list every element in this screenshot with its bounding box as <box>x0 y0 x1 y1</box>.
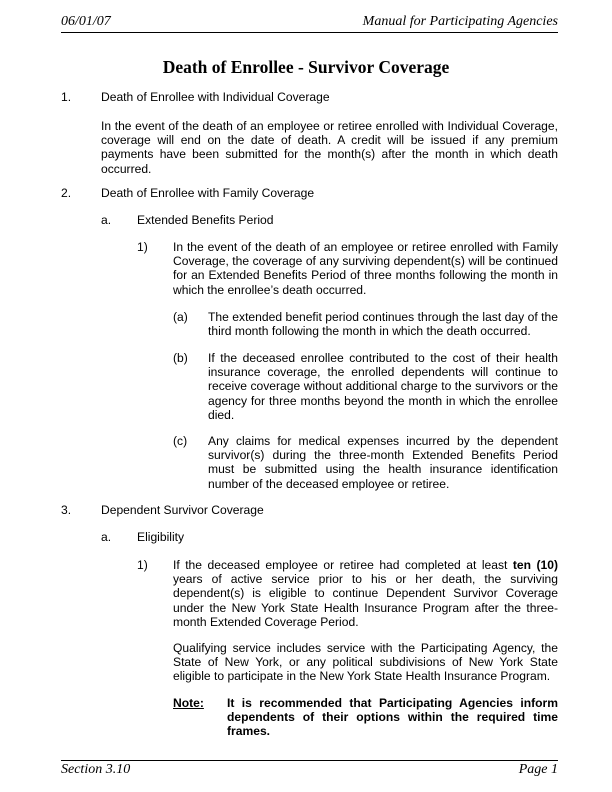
section-2-number: 2. <box>61 186 72 200</box>
section-3-number: 3. <box>61 503 72 517</box>
section-3a1-text <box>173 558 558 629</box>
item-b-number: (b) <box>173 351 188 365</box>
note-text: It is recommended that Participating Agencies inform dependents of their options within the required time frames. <box>227 696 558 739</box>
page-footer <box>61 762 558 780</box>
section-3-heading: Dependent Survivor Coverage <box>101 503 264 517</box>
section-1-number: 1. <box>61 90 72 104</box>
item-c-text: Any claims for medical expenses incurred by the dependent survivor(s) during the three-month Extended Benefits Period must be submitted using the health insurance identification number of the deceased employee or retiree. <box>208 434 558 491</box>
item-c-number: (c) <box>173 434 188 448</box>
note-label: Note: <box>173 696 204 710</box>
eligibility-text-start: If the deceased employee or retiree had completed at least <box>173 558 513 572</box>
section-2a-heading: Extended Benefits Period <box>137 213 274 227</box>
qualifying-service-text: Qualifying service includes service with the Participating Agency, the State of New York, or any political subdivisions of New York State eligible to participate in the New York State Health Insurance Program. <box>173 641 558 684</box>
header-rule <box>61 32 558 33</box>
item-b-text: If the deceased enrollee contributed to the cost of their health insurance coverage, the enrolled dependents will continue to receive coverage without additional charge to the survivors or the agency for three months beyond the month in which the enrollee died. <box>208 351 558 422</box>
page-header <box>61 14 558 32</box>
footer-page-number: Page 1 <box>518 762 558 777</box>
section-3a1-number: 1) <box>137 558 148 572</box>
ten-years-emphasis: ten (10) <box>512 558 558 572</box>
section-2a-number: a. <box>101 213 112 227</box>
section-3a-number: a. <box>101 530 112 544</box>
section-2a1-text: In the event of the death of an employee or retiree enrolled with Family Coverage, the coverage of any surviving dependent(s) will be continued for an Extended Benefits Period of three months following the month in which the enrollee’s death occurred. <box>173 240 558 297</box>
eligibility-text-end: years of active service prior to his or her death, the surviving dependent(s) is eligible to continue Dependent Survivor Coverage under the New York State Health Insurance Program after the three-month Extended Coverage Period. <box>173 572 558 629</box>
section-2-heading: Death of Enrollee with Family Coverage <box>101 186 315 200</box>
item-a-number: (a) <box>173 310 188 324</box>
item-a-text: The extended benefit period continues through the last day of the third month following the month in which the death occurred. <box>208 310 558 339</box>
header-date: 06/01/07 <box>61 14 111 29</box>
footer-section: Section 3.10 <box>61 762 131 777</box>
footer-rule <box>61 760 558 761</box>
section-3a-heading: Eligibility <box>137 530 185 544</box>
section-2a1-number: 1) <box>137 240 148 254</box>
section-1-heading: Death of Enrollee with Individual Coverage <box>101 90 330 104</box>
section-1-body: In the event of the death of an employee or retiree enrolled with Individual Coverage, coverage will end on the date of death. A credit will be issued if any premium payments have been submitted for the month(s) after the month in which death occurred. <box>101 119 558 176</box>
page-title: Death of Enrollee - Survivor Coverage <box>162 57 450 77</box>
header-manual-title: Manual for Participating Agencies <box>362 14 558 29</box>
